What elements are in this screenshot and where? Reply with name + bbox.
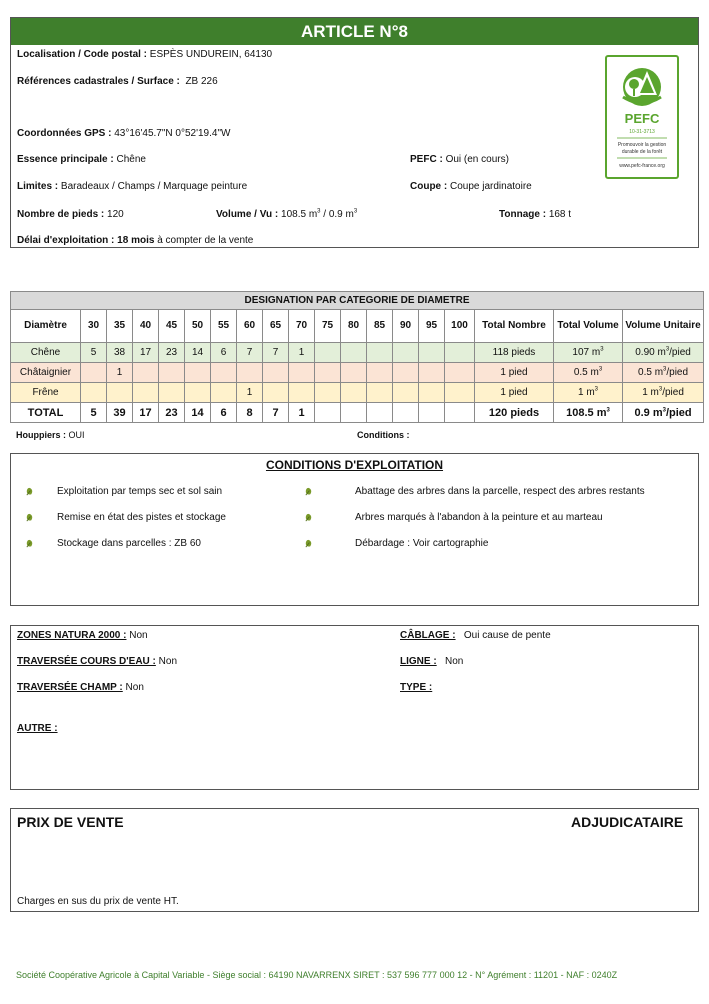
count-cell <box>263 383 289 403</box>
conditions-title: CONDITIONS D'EXPLOITATION <box>265 458 444 472</box>
count-cell: 14 <box>185 343 211 363</box>
count-cell <box>81 363 107 383</box>
charges-note: Charges en sus du prix de vente HT. <box>17 896 179 907</box>
total-volume-header: Total Volume <box>554 310 623 343</box>
natura-label: ZONES NATURA 2000 : <box>17 630 127 641</box>
cours-eau-label: TRAVERSÉE COURS D'EAU : <box>17 656 156 667</box>
count-cell: 6 <box>211 343 237 363</box>
diameter-header-cell: 80 <box>341 310 367 343</box>
count-cell: 1 <box>237 383 263 403</box>
diametre-header: Diamètre <box>11 310 81 343</box>
count-cell <box>289 383 315 403</box>
condition-item: Remise en état des pistes et stockage <box>57 512 226 523</box>
volume-value: 1 m <box>577 387 595 398</box>
type-label: TYPE : <box>400 682 433 693</box>
pefc-tree-icon <box>607 57 677 177</box>
table-header-row <box>11 310 704 343</box>
count-cell <box>159 383 185 403</box>
count-cell: 1 <box>107 363 133 383</box>
total-nombre-cell: 118 pieds <box>475 343 554 363</box>
unitaire-suffix: /pied <box>662 387 684 398</box>
pefc-tagline-1: Promouvoir la gestion <box>617 142 667 148</box>
count-cell: 39 <box>107 403 133 423</box>
count-cell <box>393 383 419 403</box>
condition-item: Arbres marqués à l'abandon à la peinture et au marteau <box>355 512 603 523</box>
volume-unitaire-header: Volume Unitaire <box>623 310 704 343</box>
count-cell: 7 <box>263 403 289 423</box>
count-cell: 7 <box>263 343 289 363</box>
volume-line <box>216 209 357 220</box>
localisation-label: Localisation / Code postal : <box>17 49 148 60</box>
total-nombre-cell: 120 pieds <box>475 403 554 423</box>
table-row <box>11 383 704 403</box>
volume-unitaire-cell <box>623 403 704 423</box>
cube-sup: 3 <box>658 386 663 393</box>
total-nombre-header: Total Nombre <box>475 310 554 343</box>
tonnage-label: Tonnage : <box>499 209 547 220</box>
pefc-value: Oui (en cours) <box>445 154 509 165</box>
champ-label: TRAVERSÉE CHAMP : <box>17 682 123 693</box>
count-cell: 1 <box>289 343 315 363</box>
pieds-label: Nombre de pieds : <box>17 209 105 220</box>
count-cell <box>445 403 475 423</box>
pefc-brand: PEFC <box>624 111 660 126</box>
pefc-tagline-2: durable de la forêt <box>621 149 663 155</box>
unitaire-value: 1 m <box>642 387 659 398</box>
pieds-value: 120 <box>107 209 124 220</box>
unitaire-value: 0.9 m <box>634 406 663 419</box>
cube-sup: 3 <box>594 386 598 393</box>
count-cell <box>159 363 185 383</box>
unitaire-suffix: /pied <box>665 406 692 419</box>
count-cell <box>107 383 133 403</box>
natura-line <box>17 630 148 641</box>
natura-value: Non <box>129 630 148 641</box>
footer-company-info: Société Coopérative Agricole à Capital Variable - Siège social : 64190 NAVARRENX SIRET : 537 596 777 000 12 - N° Agrément : 11201 - NAF : 0240Z <box>16 970 618 980</box>
condition-item: Abattage des arbres dans la parcelle, respect des arbres restants <box>355 486 645 497</box>
volume-label: Volume / Vu : <box>216 209 279 220</box>
count-cell <box>341 403 367 423</box>
price-box <box>10 808 699 912</box>
coupe-value: Coupe jardinatoire <box>450 181 532 192</box>
gps-line <box>17 128 230 139</box>
count-cell <box>289 363 315 383</box>
localisation-value: ESPÈS UNDUREIN, 64130 <box>149 49 273 60</box>
count-cell <box>315 343 341 363</box>
count-cell <box>211 363 237 383</box>
total-volume-cell <box>554 363 623 383</box>
leaf-bullet-icon <box>25 539 34 548</box>
table-caption: DESIGNATION PAR CATEGORIE DE DIAMETRE <box>11 292 704 310</box>
essence-value: Chêne <box>116 154 146 165</box>
diameter-header-cell: 75 <box>315 310 341 343</box>
limites-line <box>17 181 247 192</box>
pefc-url: www.pefc-france.org <box>619 163 665 169</box>
unitaire-suffix: /pied <box>666 367 689 378</box>
gps-label: Coordonnées GPS : <box>17 128 112 139</box>
count-cell: 7 <box>237 343 263 363</box>
table-row <box>11 363 704 383</box>
article-title: ARTICLE N°8 <box>11 18 698 45</box>
count-cell: 23 <box>159 343 185 363</box>
count-cell <box>419 403 445 423</box>
limites-label: Limites : <box>17 181 59 192</box>
limites-value: Baradeaux / Champs / Marquage peinture <box>60 181 248 192</box>
count-cell: 6 <box>211 403 237 423</box>
count-cell <box>367 383 393 403</box>
leaf-bullet-icon <box>304 513 313 522</box>
table-row <box>11 403 704 423</box>
leaf-bullet-icon <box>304 487 313 496</box>
unitaire-value: 0.5 m <box>638 367 664 378</box>
diameter-header-cell: 100 <box>445 310 475 343</box>
count-cell <box>445 363 475 383</box>
count-cell: 14 <box>185 403 211 423</box>
count-cell: 5 <box>81 403 107 423</box>
count-cell: 5 <box>81 343 107 363</box>
pefc-code: 10-31-3713 <box>629 129 655 135</box>
coupe-label: Coupe : <box>410 181 448 192</box>
count-cell <box>393 363 419 383</box>
diameter-header-cell: 70 <box>289 310 315 343</box>
count-cell: 1 <box>289 403 315 423</box>
leaf-bullet-icon <box>25 513 34 522</box>
count-cell <box>81 383 107 403</box>
ligne-line <box>400 656 463 667</box>
species-name: Châtaignier <box>11 363 81 383</box>
total-volume-cell <box>554 383 623 403</box>
delai-value: à compter de la vente <box>157 235 254 246</box>
adjudicataire-label: ADJUDICATAIRE <box>571 814 684 830</box>
conditions-label: Conditions : <box>357 430 410 440</box>
volume-unitaire-cell <box>623 343 704 363</box>
count-cell <box>133 383 159 403</box>
count-cell <box>341 383 367 403</box>
cablage-value: Oui cause de pente <box>463 630 551 641</box>
cours-eau-line <box>17 656 177 667</box>
delai-line <box>17 235 253 246</box>
count-cell <box>315 363 341 383</box>
diameter-header-cell: 45 <box>159 310 185 343</box>
conditions-box <box>10 453 699 606</box>
count-cell <box>315 383 341 403</box>
count-cell <box>367 343 393 363</box>
count-cell <box>445 383 475 403</box>
delai-label: Délai d'exploitation : 18 mois <box>17 235 155 246</box>
pieds-line <box>17 209 124 220</box>
pefc-label: PEFC : <box>410 154 443 165</box>
count-cell <box>367 363 393 383</box>
houppiers-line <box>16 430 85 440</box>
diameter-header-cell: 90 <box>393 310 419 343</box>
count-cell <box>237 363 263 383</box>
condition-item: Débardage : Voir cartographie <box>355 538 489 549</box>
ligne-value: Non <box>445 656 464 667</box>
cube-sup: 3 <box>663 366 667 373</box>
condition-item: Stockage dans parcelles : ZB 60 <box>57 538 201 549</box>
diameter-header-cell: 55 <box>211 310 237 343</box>
prix-vente-label: PRIX DE VENTE <box>17 814 124 830</box>
tonnage-line <box>499 209 571 220</box>
species-name: TOTAL <box>11 403 81 423</box>
leaf-bullet-icon <box>25 487 34 496</box>
diameter-header-cell: 35 <box>107 310 133 343</box>
count-cell: 23 <box>159 403 185 423</box>
houppiers-label: Houppiers : <box>16 430 67 440</box>
diameter-header-cell: 30 <box>81 310 107 343</box>
cube-sup: 3 <box>665 346 670 353</box>
count-cell <box>185 383 211 403</box>
cours-eau-value: Non <box>158 656 178 667</box>
diameter-header-cell: 50 <box>185 310 211 343</box>
count-cell: 38 <box>107 343 133 363</box>
cube-sup: 3 <box>317 208 321 215</box>
count-cell <box>185 363 211 383</box>
count-cell <box>315 403 341 423</box>
article-info-box <box>10 17 699 248</box>
diameter-header-cell: 60 <box>237 310 263 343</box>
cadastre-label: Références cadastrales / Surface : <box>17 76 180 87</box>
diameter-header-cell: 85 <box>367 310 393 343</box>
diameter-header-cell: 40 <box>133 310 159 343</box>
count-cell: 17 <box>133 343 159 363</box>
essence-label: Essence principale : <box>17 154 114 165</box>
total-volume-cell <box>554 403 623 423</box>
count-cell <box>263 363 289 383</box>
volume-unitaire-cell <box>623 363 704 383</box>
diameter-header-cell: 95 <box>419 310 445 343</box>
champ-line <box>17 682 144 693</box>
pefc-line <box>410 154 509 165</box>
localisation-line <box>17 49 272 60</box>
table-row <box>11 343 704 363</box>
count-cell <box>419 383 445 403</box>
tonnage-value: 168 t <box>548 209 572 220</box>
count-cell: 17 <box>133 403 159 423</box>
volume-value-a: 108.5 m <box>281 209 318 220</box>
essence-line <box>17 154 146 165</box>
count-cell <box>419 343 445 363</box>
cadastre-value: ZB 226 <box>185 76 218 87</box>
cube-sup: 3 <box>598 366 603 373</box>
volume-value: 108.5 m <box>566 406 607 419</box>
count-cell <box>211 383 237 403</box>
count-cell <box>393 343 419 363</box>
unitaire-suffix: /pied <box>669 347 691 358</box>
total-nombre-cell: 1 pied <box>475 383 554 403</box>
diameter-header-cell: 65 <box>263 310 289 343</box>
unitaire-value: 0.90 m <box>635 347 666 358</box>
ligne-label: LIGNE : <box>400 656 437 667</box>
leaf-bullet-icon <box>304 539 313 548</box>
count-cell <box>419 363 445 383</box>
cube-sup: 3 <box>662 406 666 413</box>
pefc-logo <box>605 55 679 179</box>
count-cell <box>133 363 159 383</box>
volume-value: 107 m <box>572 347 601 358</box>
volume-value-b: / 0.9 m <box>320 209 354 220</box>
autre-line <box>17 723 58 734</box>
coupe-line <box>410 181 532 192</box>
count-cell <box>341 343 367 363</box>
cablage-line <box>400 630 551 641</box>
gps-value: 43°16'45.7"N 0°52'19.4"W <box>114 128 231 139</box>
species-name: Chêne <box>11 343 81 363</box>
total-volume-cell <box>554 343 623 363</box>
volume-value: 0.5 m <box>573 367 599 378</box>
cablage-label: CÂBLAGE : <box>400 630 456 641</box>
zones-box <box>10 625 699 790</box>
count-cell: 8 <box>237 403 263 423</box>
cube-sup: 3 <box>353 208 358 215</box>
champ-value: Non <box>125 682 144 693</box>
count-cell <box>367 403 393 423</box>
count-cell <box>341 363 367 383</box>
total-nombre-cell: 1 pied <box>475 363 554 383</box>
condition-item: Exploitation par temps sec et sol sain <box>57 486 223 497</box>
species-name: Frêne <box>11 383 81 403</box>
cadastre-line <box>17 76 218 87</box>
diameter-table <box>10 291 704 423</box>
type-line <box>400 682 432 693</box>
houppiers-value: OUI <box>68 430 85 440</box>
volume-unitaire-cell <box>623 383 704 403</box>
autre-label: AUTRE : <box>17 723 58 734</box>
cube-sup: 3 <box>600 346 604 353</box>
count-cell <box>445 343 475 363</box>
count-cell <box>393 403 419 423</box>
cube-sup: 3 <box>606 406 610 413</box>
